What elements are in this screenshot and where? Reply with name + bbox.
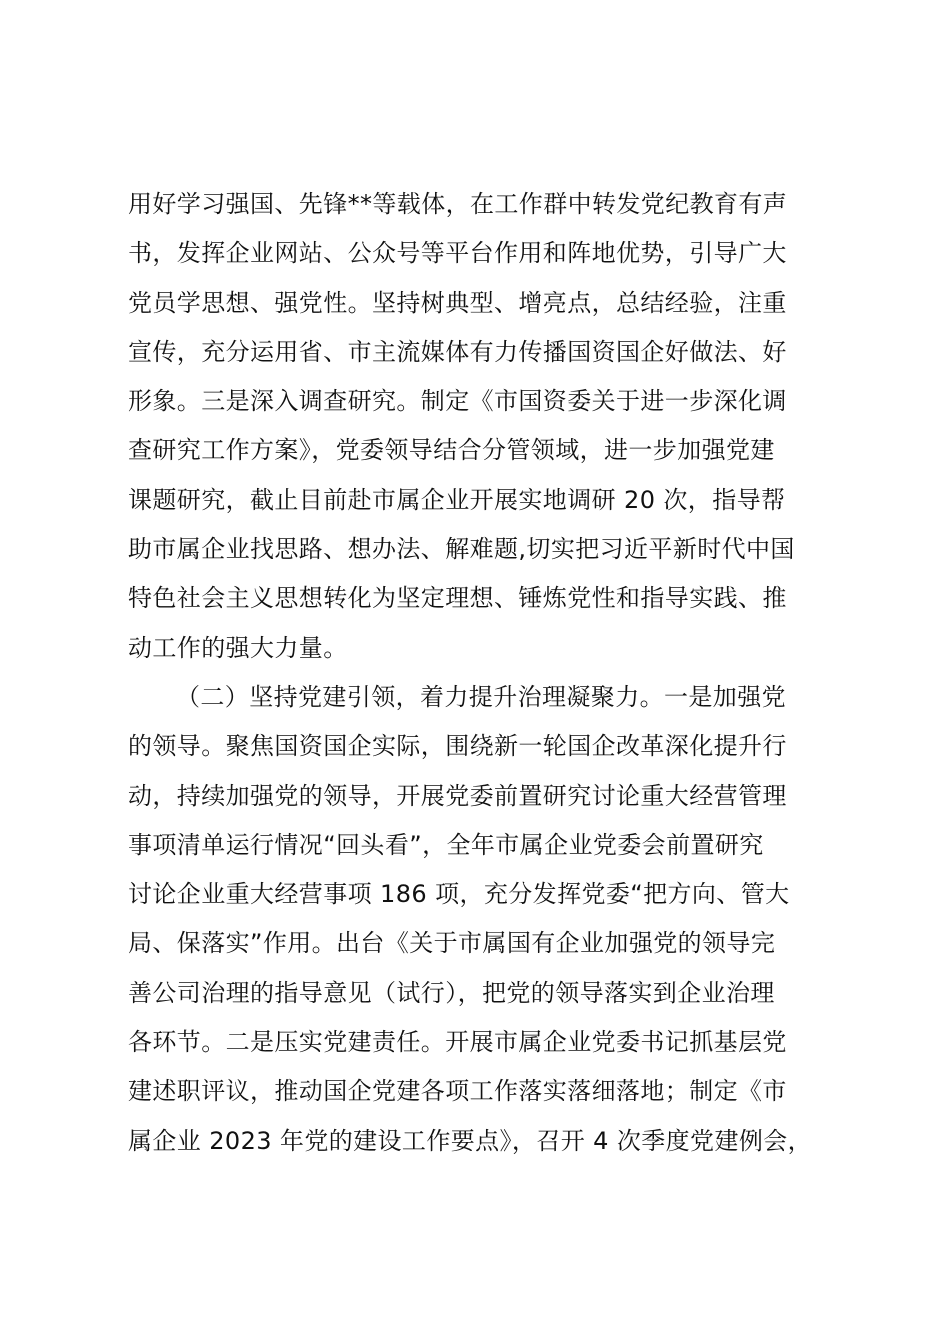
text-line: 特色社会主义思想转化为坚定理想、锤炼党性和指导实践、推: [128, 584, 787, 613]
text-line: 课题研究，截止目前赴市属企业开展实地调研 20 次，指导帮: [128, 485, 786, 514]
text-line: 党员学思想、强党性。坚持树典型、增亮点，总结经验，注重: [128, 288, 787, 317]
text-line: 善公司治理的指导意见（试行），把党的领导落实到企业治理: [128, 978, 775, 1007]
text-line: 各环节。二是压实党建责任。开展市属企业党委书记抓基层党: [128, 1028, 787, 1057]
text-line: 动工作的强大力量。: [128, 633, 348, 662]
text-line: 局、保落实”作用。出台《关于市属国有企业加强党的领导完: [128, 929, 776, 958]
text-line: 书，发挥企业网站、公众号等平台作用和阵地优势，引导广大: [128, 239, 787, 268]
text-line: 用好学习强国、先锋**等载体，在工作群中转发党纪教育有声: [128, 190, 788, 218]
text-line: 查研究工作方案》，党委领导结合分管领域，进一步加强党建: [128, 436, 775, 465]
text-line: 建述职评议，推动国企党建各项工作落实落细落地；制定《市: [128, 1077, 787, 1106]
text-line: 讨论企业重大经营事项 186 项，充分发挥党委“把方向、管大: [128, 880, 790, 909]
text-line: 事项清单运行情况“回头看”，全年市属企业党委会前置研究: [128, 830, 764, 859]
text-line: 的领导。聚焦国资国企实际，围绕新一轮国企改革深化提升行: [128, 732, 787, 761]
text-line: 助市属企业找思路、想办法、解难题,切实把习近平新时代中国: [128, 535, 795, 564]
text-line: 宣传，充分运用省、市主流媒体有力传播国资国企好做法、好: [128, 337, 787, 366]
text-line: 属企业 2023 年党的建设工作要点》，召开 4 次季度党建例会，: [128, 1126, 813, 1155]
text-line: 动，持续加强党的领导，开展党委前置研究讨论重大经营管理: [128, 781, 787, 810]
text-line: 形象。三是深入调查研究。制定《市国资委关于进一步深化调: [128, 387, 787, 416]
text-line-indented: （二）坚持党建引领，着力提升治理凝聚力。一是加强党: [176, 682, 786, 711]
document-body: [128, 180, 848, 1166]
